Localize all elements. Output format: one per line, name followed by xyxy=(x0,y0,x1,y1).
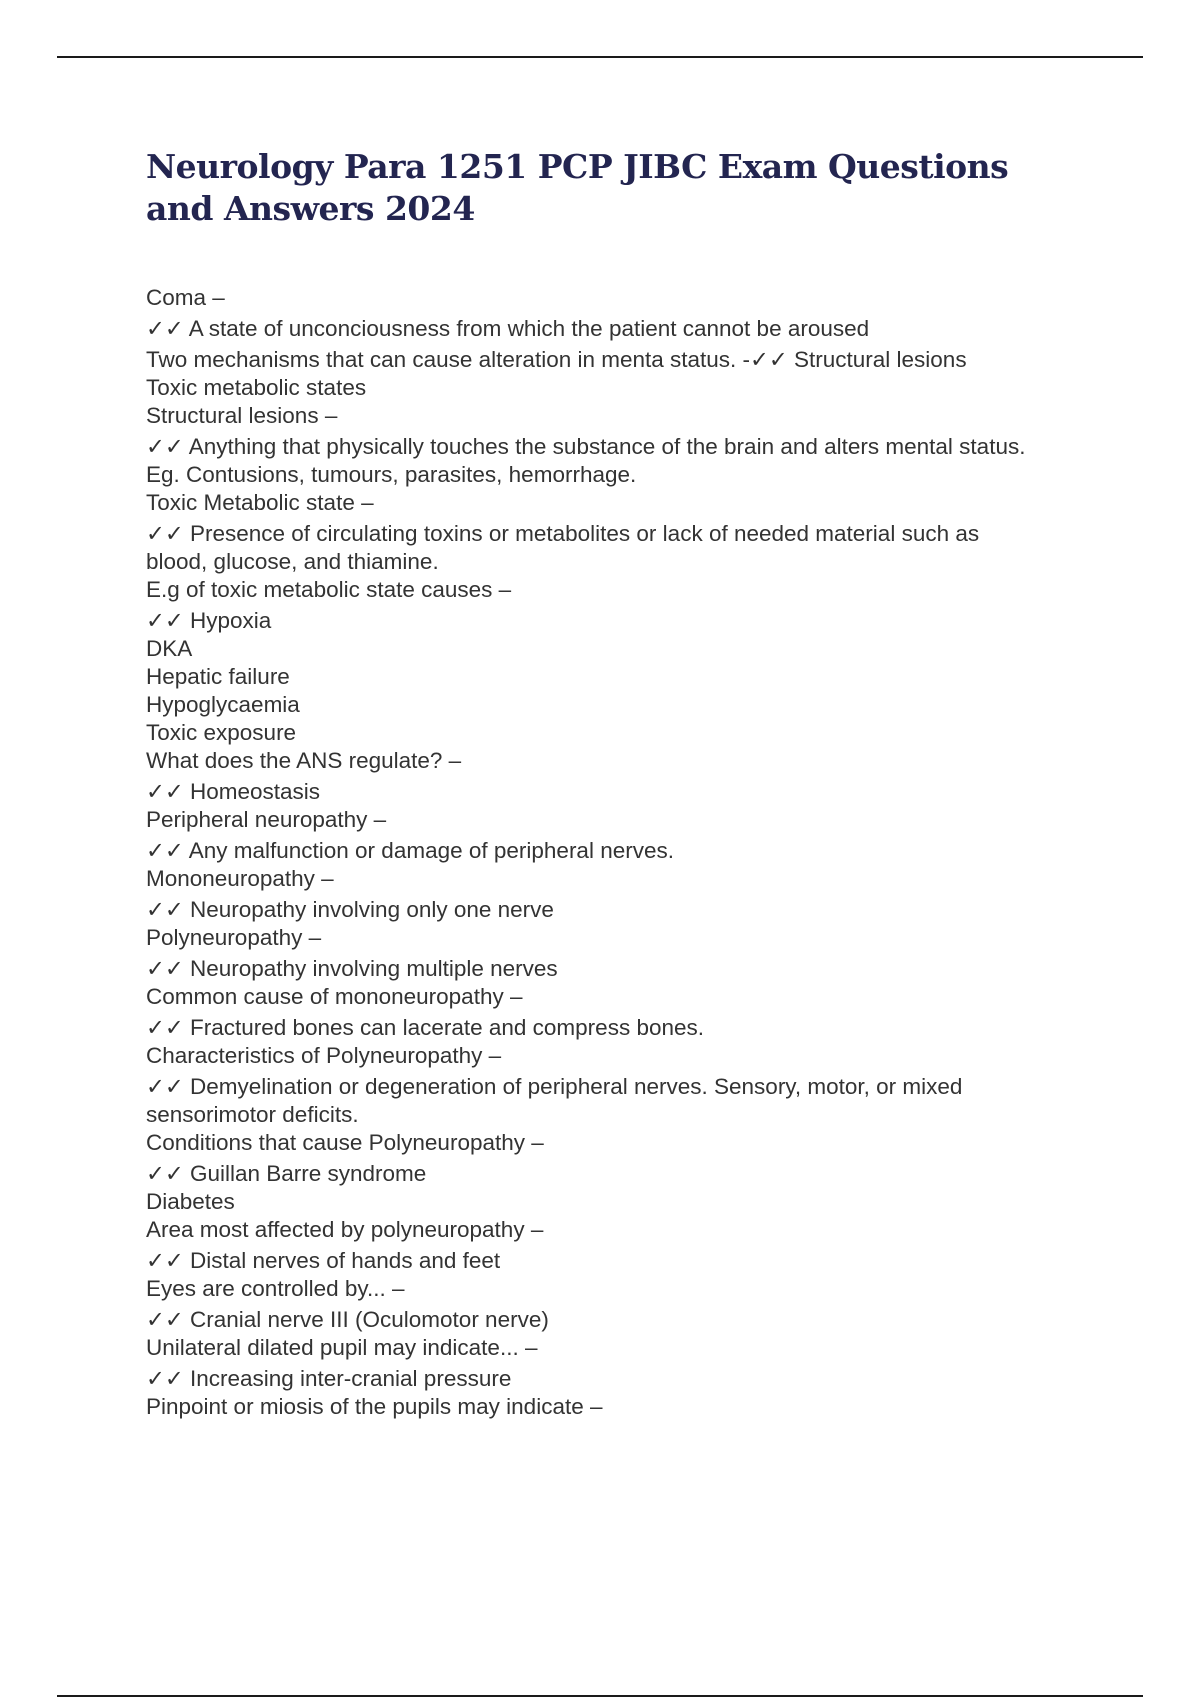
question-line: Peripheral neuropathy – xyxy=(146,807,387,832)
footer-rule xyxy=(57,1695,1143,1697)
document-body xyxy=(146,284,1046,1421)
answer-line: ✓✓ Hypoxia xyxy=(146,608,272,633)
answer-line: Hypoglycaemia xyxy=(146,692,300,717)
question-line: Eyes are controlled by... – xyxy=(146,1276,405,1301)
answer-line: ✓✓ Anything that physically touches the substance of the brain and alters mental status. Eg. Contusions, tumours, parasites, hemorrhage. xyxy=(146,434,1026,487)
answer-line: Diabetes xyxy=(146,1189,235,1214)
answer-line: ✓✓ Increasing inter-cranial pressure xyxy=(146,1366,512,1391)
document-title: Neurology Para 1251 PCP JIBC Exam Questions and Answers 2024 xyxy=(146,147,1009,228)
question-line: Characteristics of Polyneuropathy – xyxy=(146,1043,502,1068)
question-line: Mononeuropathy – xyxy=(146,866,334,891)
question-line: Structural lesions – xyxy=(146,403,338,428)
question-line: Toxic Metabolic state – xyxy=(146,490,374,515)
header-rule xyxy=(57,56,1143,58)
answer-line: ✓✓ Neuropathy involving only one nerve xyxy=(146,897,554,922)
question-line: E.g of toxic metabolic state causes – xyxy=(146,577,512,602)
question-line: What does the ANS regulate? – xyxy=(146,748,462,773)
answer-line: DKA xyxy=(146,636,193,661)
question-line: Unilateral dilated pupil may indicate... – xyxy=(146,1335,538,1360)
question-line: Two mechanisms that can cause alteration in menta status. -✓✓ Structural lesions xyxy=(146,347,967,372)
answer-line: ✓✓ Fractured bones can lacerate and compress bones. xyxy=(146,1015,704,1040)
answer-line: ✓✓ Any malfunction or damage of peripheral nerves. xyxy=(146,838,674,863)
answer-line: Toxic metabolic states xyxy=(146,375,367,400)
question-line: Polyneuropathy – xyxy=(146,925,322,950)
question-line: Conditions that cause Polyneuropathy – xyxy=(146,1130,544,1155)
answer-line: ✓✓ Demyelination or degeneration of peripheral nerves. Sensory, motor, or mixed sensorimotor deficits. xyxy=(146,1074,963,1127)
question-line: Coma – xyxy=(146,285,225,310)
question-line: Area most affected by polyneuropathy – xyxy=(146,1217,544,1242)
answer-line: ✓✓ Cranial nerve III (Oculomotor nerve) xyxy=(146,1307,549,1332)
answer-line: Hepatic failure xyxy=(146,664,290,689)
answer-line: Toxic exposure xyxy=(146,720,297,745)
answer-line: ✓✓ Homeostasis xyxy=(146,779,321,804)
answer-line: ✓✓ Presence of circulating toxins or metabolites or lack of needed material such as blood, glucose, and thiamine. xyxy=(146,521,980,574)
question-line: Common cause of mononeuropathy – xyxy=(146,984,523,1009)
answer-line: ✓✓ A state of unconciousness from which the patient cannot be aroused xyxy=(146,316,870,341)
answer-line: ✓✓ Guillan Barre syndrome xyxy=(146,1161,427,1186)
answer-line: ✓✓ Distal nerves of hands and feet xyxy=(146,1248,501,1273)
question-line: Pinpoint or miosis of the pupils may indicate – xyxy=(146,1394,603,1419)
answer-line: ✓✓ Neuropathy involving multiple nerves xyxy=(146,956,558,981)
